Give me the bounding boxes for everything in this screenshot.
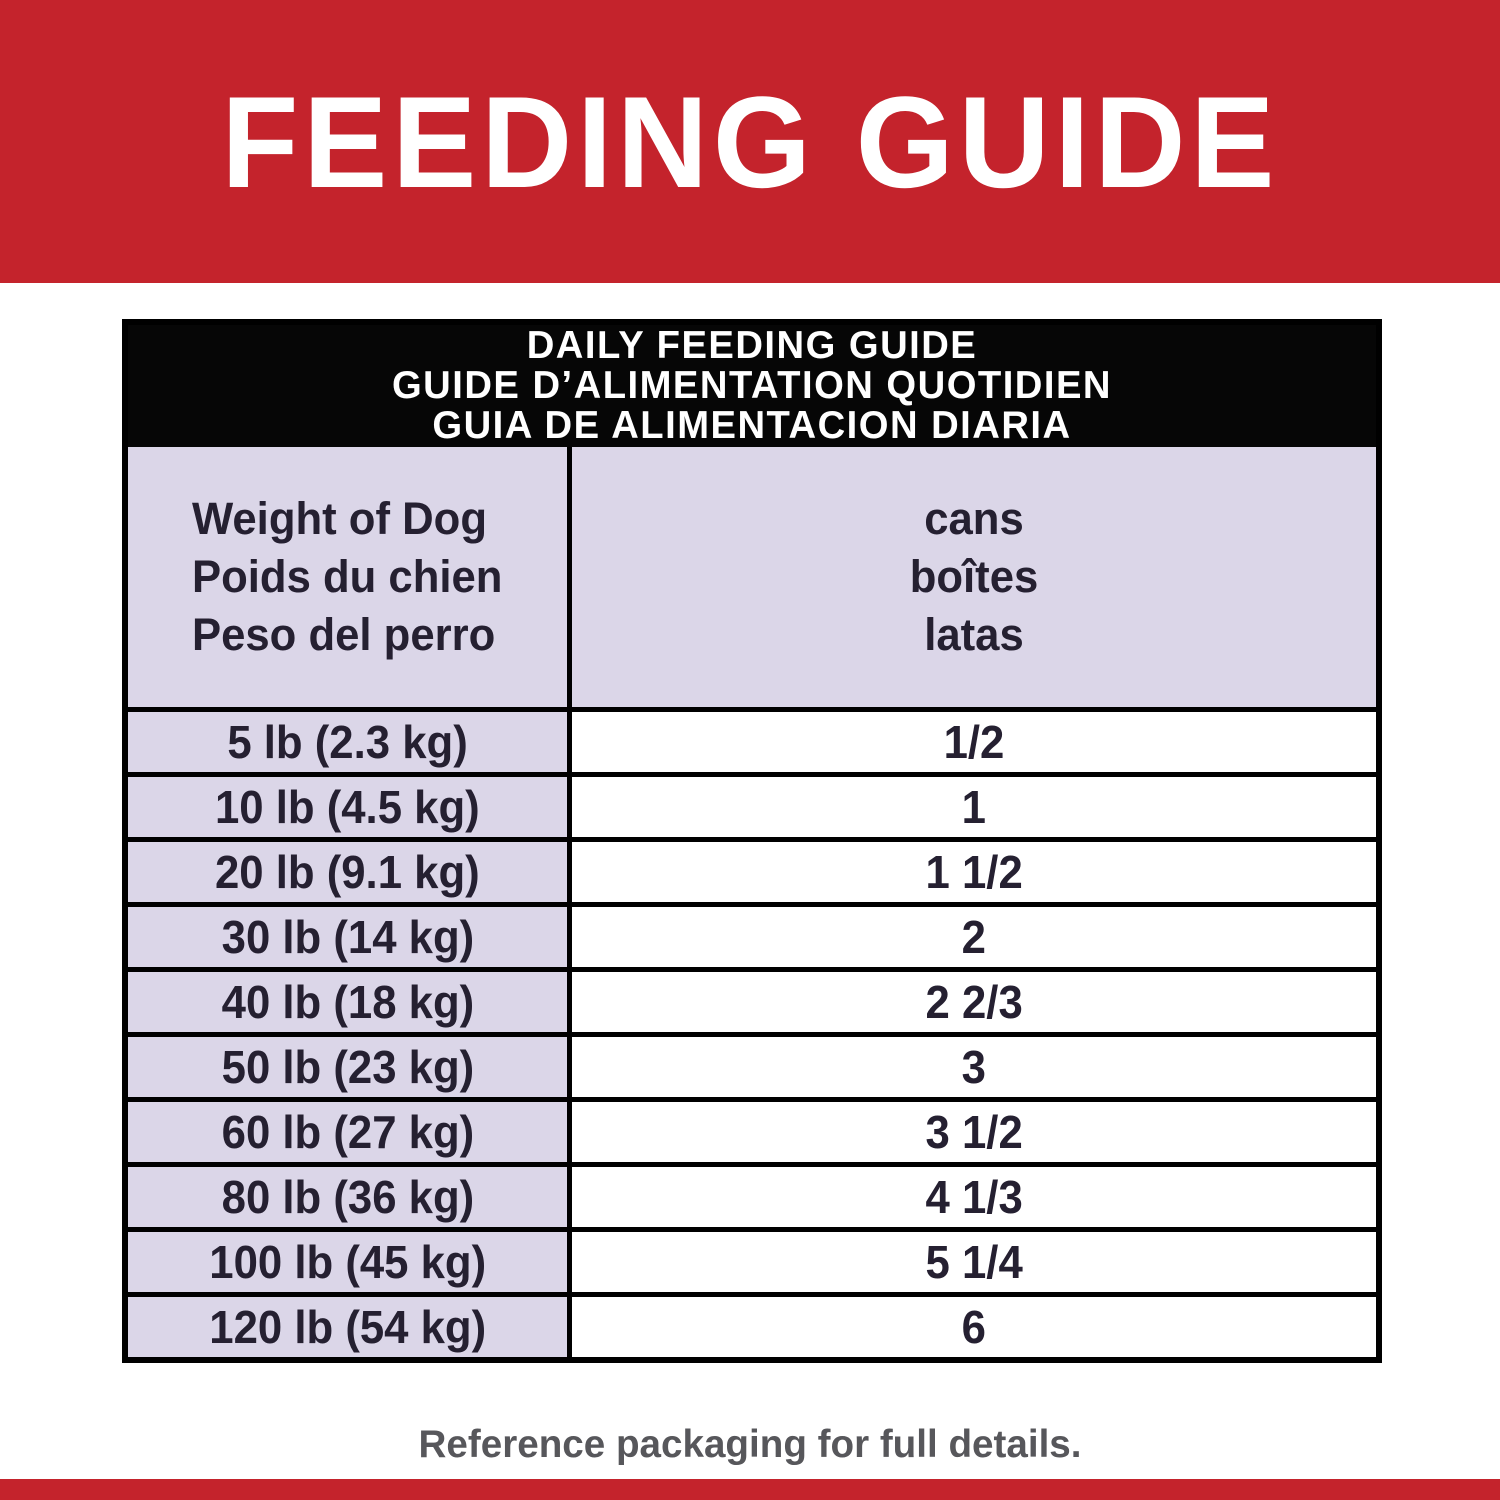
weight-cell [128,907,572,967]
cans-cell [572,777,1376,837]
weight-value: 120 lb (54 kg) [209,1301,486,1353]
weight-cell [128,842,572,902]
table-row [128,772,1376,837]
table-row [128,707,1376,772]
cans-cell [572,1102,1376,1162]
weight-value: 40 lb (18 kg) [221,976,474,1028]
table-row [128,902,1376,967]
cans-cell [572,1232,1376,1292]
weight-value: 10 lb (4.5 kg) [215,781,480,833]
table-row [128,967,1376,1032]
table-title-en: DAILY FEEDING GUIDE [526,324,978,367]
header-cell-weight [128,447,572,707]
table-row [128,1292,1376,1357]
daily-feeding-table [122,319,1382,1363]
table-header-row [128,447,1376,707]
weight-value: 20 lb (9.1 kg) [215,846,480,898]
header-weight-fr: Poids du chien [192,551,503,602]
cans-value: 1 1/2 [925,846,1023,898]
table-row [128,1097,1376,1162]
table-body [128,707,1376,1357]
weight-cell [128,712,572,772]
weight-cell [128,1297,572,1357]
weight-cell [128,1102,572,1162]
weight-cell [128,972,572,1032]
table-title-es: GUIA DE ALIMENTACION DIARIA [432,404,1072,447]
header-cell-cans [572,447,1376,707]
cans-value: 4 1/3 [925,1171,1023,1223]
table-row [128,1227,1376,1292]
cans-value: 2 2/3 [925,976,1023,1028]
cans-value: 6 [961,1301,987,1353]
cans-cell [572,972,1376,1032]
table-title-fr: GUIDE D’ALIMENTATION QUOTIDIEN [391,364,1112,407]
header-weight-es: Peso del perro [192,609,496,660]
cans-cell [572,842,1376,902]
table-row [128,1162,1376,1227]
weight-value: 60 lb (27 kg) [221,1106,474,1158]
cans-value: 1 [961,781,987,833]
header-cans-en: cans [924,493,1024,544]
table-title-band [128,325,1376,447]
weight-cell [128,1037,572,1097]
header-cans-fr: boîtes [909,551,1039,602]
banner [0,0,1500,283]
cans-value: 3 [961,1041,987,1093]
cans-cell [572,1297,1376,1357]
cans-cell [572,1037,1376,1097]
cans-cell [572,907,1376,967]
bottom-red-bar [0,1479,1500,1500]
table-row [128,1032,1376,1097]
cans-cell [572,1167,1376,1227]
cans-value: 2 [961,911,987,963]
cans-cell [572,712,1376,772]
weight-cell [128,1167,572,1227]
weight-value: 100 lb (45 kg) [209,1236,486,1288]
header-weight-en: Weight of Dog [192,493,487,544]
cans-value: 3 1/2 [925,1106,1023,1158]
weight-value: 80 lb (36 kg) [221,1171,474,1223]
cans-value: 5 1/4 [925,1236,1023,1288]
weight-cell [128,1232,572,1292]
table-row [128,837,1376,902]
weight-value: 5 lb (2.3 kg) [227,716,468,768]
weight-value: 50 lb (23 kg) [221,1041,474,1093]
footnote: Reference packaging for full details. [418,1423,1082,1466]
cans-value: 1/2 [943,716,1005,768]
page-title: FEEDING GUIDE [221,68,1279,215]
weight-cell [128,777,572,837]
weight-value: 30 lb (14 kg) [221,911,474,963]
header-cans-es: latas [924,609,1024,660]
